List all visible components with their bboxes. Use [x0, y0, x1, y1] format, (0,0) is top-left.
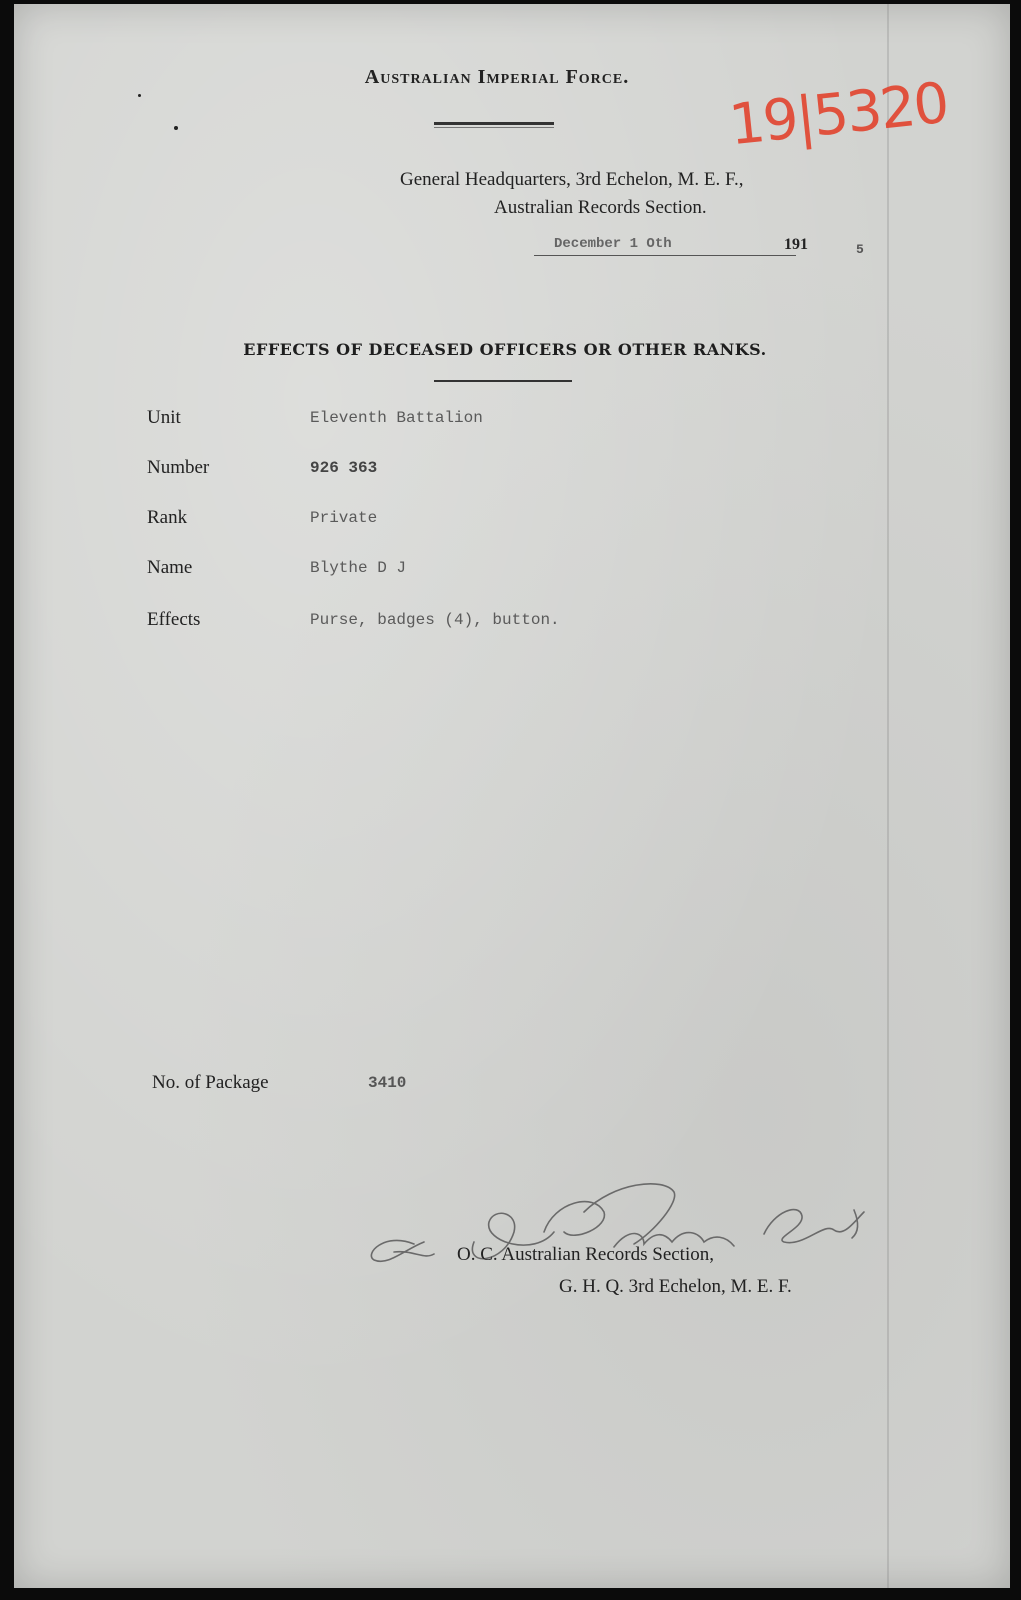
- heading-rule: [434, 380, 572, 382]
- form-heading: EFFECTS OF DECEASED OFFICERS OR OTHER RANKS.: [243, 340, 767, 359]
- hq-line-2: Australian Records Section.: [494, 197, 707, 218]
- field-value-effects: Purse, badges (4), button.: [310, 611, 560, 629]
- field-label-unit: Unit: [147, 407, 181, 428]
- signatory-line-1: O. C. Australian Records Section,: [457, 1244, 714, 1265]
- package-value: 3410: [368, 1074, 407, 1092]
- date-underline: [534, 255, 796, 256]
- signatory-line-2: G. H. Q. 3rd Echelon, M. E. F.: [559, 1276, 792, 1297]
- field-value-name: Blythe D J: [310, 559, 407, 577]
- document-title: Australian Imperial Force.: [364, 66, 630, 88]
- field-label-name: Name: [147, 557, 193, 578]
- document-sheet: [14, 4, 1010, 1588]
- title-rule: [434, 122, 554, 125]
- hq-line-1: General Headquarters, 3rd Echelon, M. E. F.,: [400, 169, 744, 190]
- field-value-number: 926 363: [310, 459, 378, 477]
- date-typed: December 1 Oth: [554, 236, 672, 252]
- package-label: No. of Package: [152, 1072, 269, 1093]
- field-value-unit: Eleventh Battalion: [310, 409, 483, 427]
- field-label-number: Number: [147, 457, 210, 478]
- ink-speck: [138, 94, 141, 97]
- red-file-number: 19|5320: [726, 70, 951, 159]
- field-label-rank: Rank: [147, 507, 188, 528]
- ink-speck: [174, 126, 178, 130]
- date-year-printed: 191: [784, 236, 808, 253]
- field-value-rank: Private: [310, 509, 378, 527]
- paper-fold: [887, 4, 889, 1588]
- date-year-digit: 5: [856, 242, 864, 257]
- field-label-effects: Effects: [147, 609, 201, 630]
